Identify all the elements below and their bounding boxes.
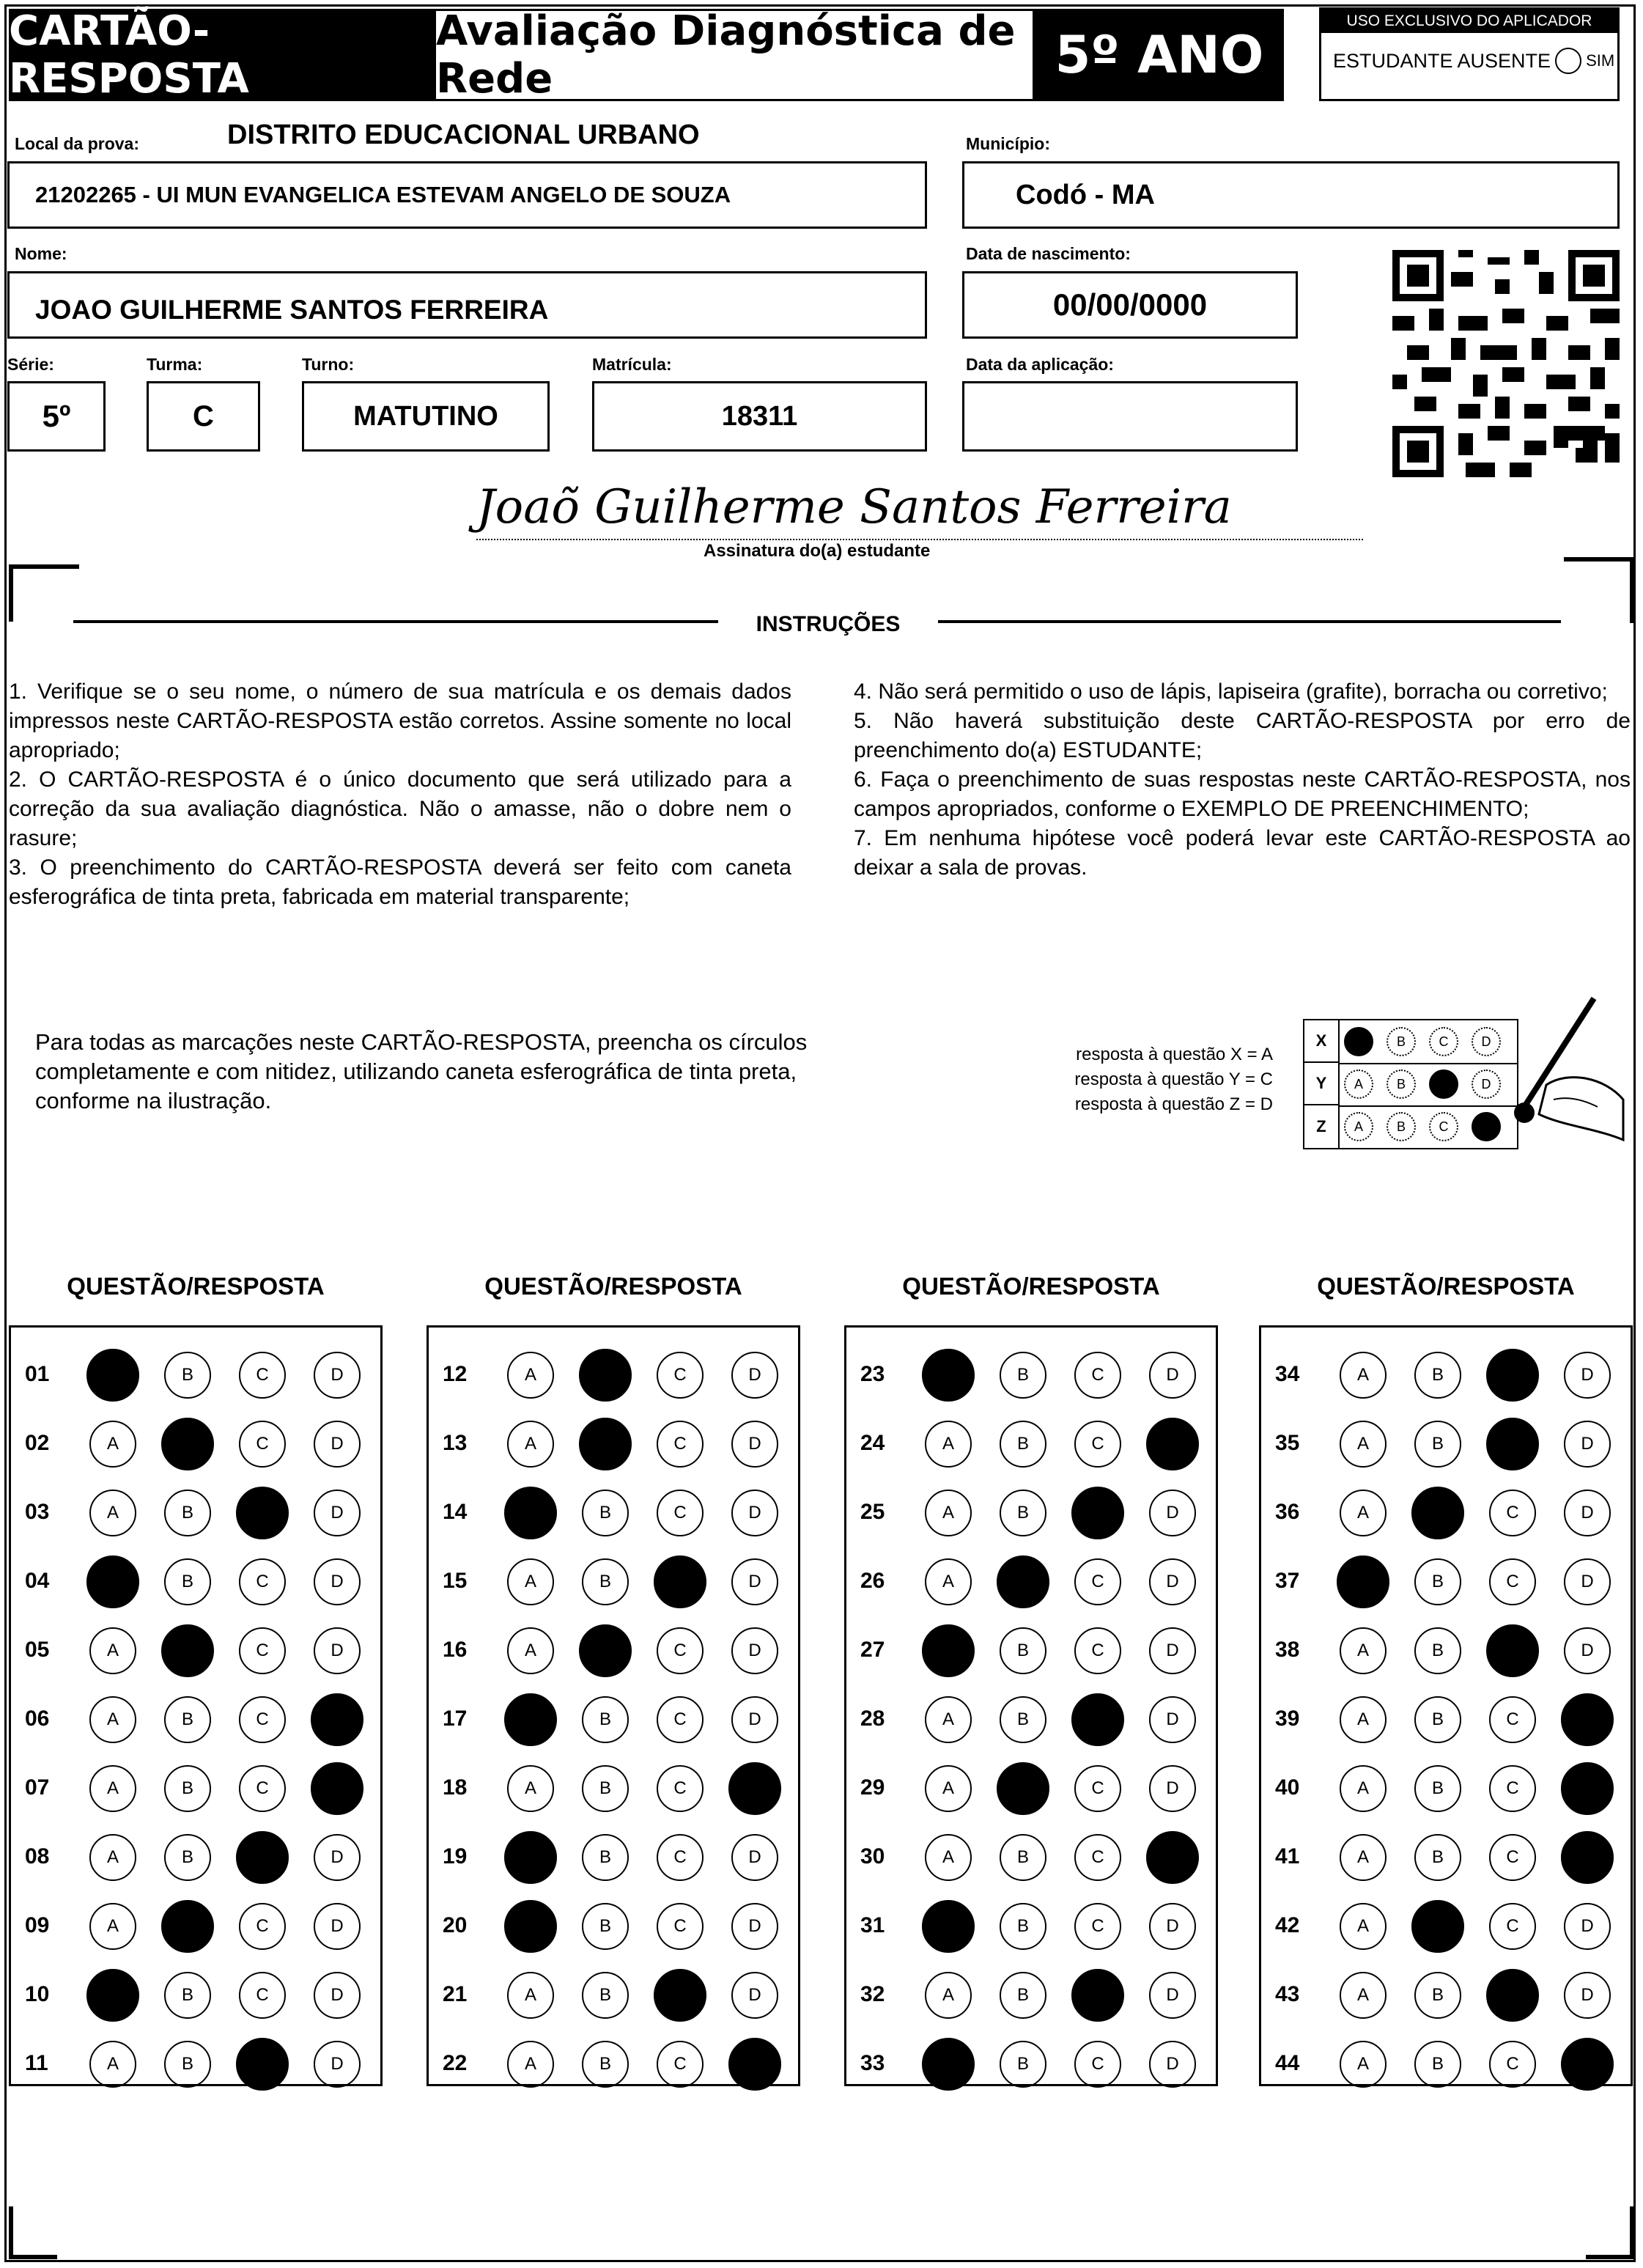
answer-bubble-a[interactable]: A [1340,1696,1387,1743]
answer-bubble-d[interactable]: D [731,1421,778,1468]
question-number: 33 [860,2051,885,2075]
answer-bubble-b[interactable]: B [164,1696,211,1743]
answer-bubble-a[interactable]: A [925,1834,972,1881]
question-number: 41 [1275,1844,1300,1868]
example-legend [1035,1042,1273,1117]
answer-bubble-d[interactable]: D [1149,1352,1196,1399]
answer-bubble-d[interactable] [311,1693,363,1746]
answer-bubble-c[interactable]: C [657,1490,704,1536]
answer-bubble-b[interactable]: B [582,1490,629,1536]
grade-badge: 5º ANO [1035,9,1284,101]
question-number: 17 [443,1706,468,1731]
question-number: 43 [1275,1982,1300,2006]
answer-bubble-c[interactable]: C [657,1765,704,1812]
answer-bubble-c[interactable] [1486,1624,1539,1677]
question-number: 27 [860,1638,885,1662]
absent-checkbox[interactable] [1555,48,1581,74]
legend-z: resposta à questão Z = D [1074,1094,1273,1114]
answer-bubble-d[interactable]: D [1564,1352,1611,1399]
question-number: 26 [860,1569,885,1593]
question-number: 11 [25,2051,48,2075]
answer-bubble-b[interactable]: B [1000,1972,1046,2019]
nascimento-field: 00/00/0000 [962,271,1298,339]
answer-bubble-c[interactable]: C [657,1696,704,1743]
answer-bubble-b[interactable] [161,1900,214,1953]
answer-bubble-a[interactable]: A [1340,2041,1387,2088]
answer-bubble-c[interactable]: C [239,1421,286,1468]
answer-bubble-a[interactable]: A [89,1421,136,1468]
answer-bubble-c[interactable]: C [1074,1834,1121,1881]
local-label: Local da prova: [15,134,139,153]
question-number: 20 [443,1913,468,1937]
answer-bubble-c[interactable]: C [657,1352,704,1399]
answer-bubble-b[interactable]: B [582,1834,629,1881]
example-text: Para todas as marcações neste CARTÃO-RESPOSTA, preencha os círculos completamente e com nitidez, utilizando caneta esferográfica de tinta preta, conforme na ilustração. [35,1029,808,1113]
example-bubble-d: D [1472,1069,1501,1099]
answer-bubble-d[interactable]: D [731,1972,778,2019]
answer-bubble-d[interactable] [1561,2038,1614,2091]
answer-bubble-a[interactable] [504,1693,557,1746]
answer-bubble-b[interactable]: B [164,1972,211,2019]
answer-bubble-a[interactable] [504,1487,557,1539]
answer-bubble-c[interactable]: C [657,1421,704,1468]
example-bubble-a [1344,1027,1373,1056]
answer-bubble-c[interactable]: C [1074,2041,1121,2088]
answer-bubble-d[interactable] [1561,1693,1614,1746]
answer-bubble-c[interactable]: C [657,2041,704,2088]
exam-title: Avaliação Diagnóstica de Rede [434,9,1035,101]
signature-text: Joaõ Guilherme Santos Ferreira [476,480,1232,534]
answer-bubble-d[interactable]: D [1564,1627,1611,1674]
answer-bubble-b[interactable]: B [1414,1352,1461,1399]
answer-bubble-b[interactable]: B [1000,1903,1046,1950]
answer-bubble-a[interactable] [86,1555,139,1608]
answer-bubble-a[interactable]: A [925,1972,972,2019]
answer-bubble-b[interactable]: B [582,1765,629,1812]
question-number: 25 [860,1500,885,1524]
matricula-field: 18311 [592,381,927,452]
answer-bubble-b[interactable]: B [164,1352,211,1399]
answer-bubble-c[interactable]: C [657,1627,704,1674]
answer-bubble-a[interactable] [922,1624,975,1677]
answer-bubble-a[interactable]: A [1340,1490,1387,1536]
answer-bubble-d[interactable]: D [731,1352,778,1399]
question-number: 29 [860,1775,885,1800]
answer-bubble-a[interactable]: A [89,1834,136,1881]
answer-bubble-b[interactable]: B [582,1696,629,1743]
absent-row [1333,48,1614,74]
answer-bubble-c[interactable]: C [1074,1352,1121,1399]
instruction-3: 3. O preenchimento do CARTÃO-RESPOSTA deverá ser feito com caneta esferográfica de tinta preta, fabricada em material transparente; [9,855,791,909]
answer-bubble-d[interactable] [728,2038,781,2091]
answer-bubble-a[interactable]: A [925,1421,972,1468]
question-number: 42 [1275,1913,1300,1937]
answer-bubble-d[interactable]: D [314,1490,361,1536]
answer-bubble-b[interactable]: B [1414,1696,1461,1743]
answer-bubble-b[interactable]: B [582,1558,629,1605]
question-number: 01 [25,1362,50,1386]
nome-field: JOAO GUILHERME SANTOS FERREIRA [7,271,927,339]
example-bubble-d: D [1472,1027,1501,1056]
answer-bubble-a[interactable]: A [1340,1421,1387,1468]
example-row-divider [1340,1105,1517,1107]
example-row-divider [1340,1063,1517,1064]
corner-bottom-left [9,2206,57,2259]
question-number: 13 [443,1431,468,1455]
example-bubble-c: C [1429,1112,1458,1141]
example-bubble-c [1429,1069,1458,1099]
instr-rule-right [938,620,1561,623]
answer-bubble-b[interactable]: B [1414,1421,1461,1468]
answer-bubble-c[interactable] [1071,1969,1124,2022]
answer-bubble-b[interactable]: B [1414,1627,1461,1674]
question-number: 09 [25,1913,50,1937]
answer-bubble-c[interactable]: C [239,1627,286,1674]
instruction-4: 4. Não será permitido o uso de lápis, lapiseira (grafite), borracha ou corretivo; [854,680,1608,704]
corner-top-right [1564,557,1634,623]
corner-bottom-right [1586,2206,1634,2259]
answer-bubble-b[interactable]: B [164,2041,211,2088]
answer-bubble-d[interactable]: D [1564,1421,1611,1468]
example-grid [1303,1019,1518,1149]
answer-bubble-c[interactable]: C [239,1352,286,1399]
answer-bubble-d[interactable]: D [314,1627,361,1674]
question-number: 36 [1275,1500,1300,1524]
example-bubble-a: A [1344,1069,1373,1099]
answer-bubble-d[interactable] [1146,1831,1199,1884]
answer-bubble-b[interactable] [161,1418,214,1470]
answer-bubble-c[interactable]: C [239,1972,286,2019]
answer-bubble-b[interactable]: B [1000,1352,1046,1399]
answer-bubble-d[interactable] [1561,1831,1614,1884]
answer-bubble-b[interactable]: B [1000,2041,1046,2088]
question-number: 10 [25,1982,50,2006]
answer-bubble-a[interactable] [504,1900,557,1953]
answer-bubble-c[interactable]: C [239,1696,286,1743]
column-title: QUESTÃO/RESPOSTA [484,1273,742,1300]
column-title: QUESTÃO/RESPOSTA [1317,1273,1575,1300]
example-row-label: Z [1304,1105,1340,1148]
answer-bubble-a[interactable]: A [1340,1903,1387,1950]
example-bubble-b: B [1387,1069,1416,1099]
answer-bubble-a[interactable]: A [925,1765,972,1812]
instructions-right [854,677,1631,883]
answer-bubble-a[interactable]: A [89,1696,136,1743]
answer-bubble-a[interactable] [86,1349,139,1402]
answer-bubble-d[interactable]: D [731,1627,778,1674]
answer-bubble-d[interactable]: D [314,1421,361,1468]
instructions-left [9,677,791,912]
answer-bubble-b[interactable] [1411,1900,1464,1953]
question-number: 08 [25,1844,50,1868]
nascimento-label: Data de nascimento: [966,244,1131,263]
answer-bubble-a[interactable]: A [507,1352,554,1399]
example-bubble-b: B [1387,1027,1416,1056]
applicator-title: USO EXCLUSIVO DO APLICADOR [1321,10,1617,33]
answer-bubble-a[interactable] [922,2038,975,2091]
answer-bubble-c[interactable] [1071,1487,1124,1539]
answer-bubble-d[interactable]: D [1149,1696,1196,1743]
answer-bubble-d[interactable]: D [314,1834,361,1881]
answer-bubble-d[interactable]: D [1149,1903,1196,1950]
question-number: 34 [1275,1362,1300,1386]
answer-bubble-c[interactable]: C [1489,1490,1536,1536]
answer-bubble-a[interactable]: A [925,1490,972,1536]
turno-field: MATUTINO [302,381,550,452]
aplicacao-field [962,381,1298,452]
signature-caption: Assinatura do(a) estudante [704,541,931,561]
answer-bubble-a[interactable]: A [507,1627,554,1674]
column-title: QUESTÃO/RESPOSTA [902,1273,1160,1300]
answer-bubble-c[interactable]: C [239,1765,286,1812]
answer-bubble-a[interactable]: A [1340,1765,1387,1812]
answer-bubble-c[interactable]: C [1489,1903,1536,1950]
question-number: 22 [443,2051,468,2075]
answer-bubble-c[interactable]: C [657,1834,704,1881]
corner-top-left [9,564,79,622]
question-number: 06 [25,1706,50,1731]
question-number: 30 [860,1844,885,1868]
column-title: QUESTÃO/RESPOSTA [67,1273,325,1300]
question-number: 32 [860,1982,885,2006]
answer-bubble-b[interactable]: B [582,1972,629,2019]
signature [476,480,1363,539]
answer-bubble-c[interactable]: C [657,1903,704,1950]
answer-bubble-c[interactable]: C [1489,1765,1536,1812]
answer-bubble-d[interactable]: D [314,1558,361,1605]
instruction-5: 5. Não haverá substituição deste CARTÃO-RESPOSTA por erro de preenchimento do(a) ESTUDANTE; [854,709,1631,762]
answer-bubble-d[interactable]: D [314,1903,361,1950]
answer-bubble-d[interactable]: D [1149,1627,1196,1674]
question-number: 18 [443,1775,468,1800]
example-row-label: X [1304,1020,1340,1063]
answer-bubble-a[interactable] [504,1831,557,1884]
absent-label: ESTUDANTE AUSENTE [1333,49,1551,72]
serie-field: 5º [7,381,106,452]
question-number: 24 [860,1431,885,1455]
example-row-label: Y [1304,1063,1340,1105]
nome-label: Nome: [15,244,67,263]
answer-bubble-b[interactable]: B [164,1765,211,1812]
school-field: 21202265 - UI MUN EVANGELICA ESTEVAM ANGELO DE SOUZA [7,161,927,229]
question-number: 35 [1275,1431,1300,1455]
question-number: 37 [1275,1569,1300,1593]
question-number: 39 [1275,1706,1300,1731]
answer-bubble-a[interactable] [86,1969,139,2022]
answer-bubble-d[interactable]: D [314,2041,361,2088]
answer-bubble-c[interactable] [1071,1693,1124,1746]
answer-bubble-b[interactable]: B [1000,1627,1046,1674]
turno-label: Turno: [302,355,355,374]
answer-bubble-c[interactable]: C [239,1558,286,1605]
answer-bubble-b[interactable]: B [1000,1696,1046,1743]
answer-bubble-d[interactable]: D [314,1972,361,2019]
answer-bubble-d[interactable]: D [731,1696,778,1743]
question-number: 31 [860,1913,885,1937]
answer-bubble-b[interactable] [579,1418,632,1470]
answer-bubble-b[interactable] [997,1555,1049,1608]
answer-bubble-d[interactable]: D [731,1834,778,1881]
answer-bubble-d[interactable]: D [1149,1558,1196,1605]
absent-yes: SIM [1586,51,1615,70]
answer-bubble-b[interactable]: B [1414,1834,1461,1881]
question-number: 23 [860,1362,885,1386]
answer-bubble-a[interactable] [922,1900,975,1953]
answer-bubble-d[interactable]: D [1149,1765,1196,1812]
question-number: 14 [443,1500,468,1524]
answer-bubble-c[interactable]: C [1074,1627,1121,1674]
qr-code [1392,249,1620,478]
turma-field: C [147,381,260,452]
answer-bubble-c[interactable]: C [1074,1903,1121,1950]
question-number: 02 [25,1431,50,1455]
answer-bubble-b[interactable]: B [1414,1765,1461,1812]
instr-rule-left [73,620,718,623]
legend-x: resposta à questão X = A [1076,1045,1273,1064]
instruction-7: 7. Em nenhuma hipótese você poderá levar este CARTÃO-RESPOSTA ao deixar a sala de provas. [854,826,1631,880]
answer-bubble-b[interactable]: B [1000,1421,1046,1468]
answer-bubble-c[interactable] [236,1487,289,1539]
answer-bubble-d[interactable]: D [1149,1490,1196,1536]
example-bubble-a: A [1344,1112,1373,1141]
answer-bubble-b[interactable]: B [1000,1834,1046,1881]
question-number: 04 [25,1569,50,1593]
answer-bubble-a[interactable]: A [507,2041,554,2088]
answer-bubble-b[interactable] [579,1349,632,1402]
question-number: 16 [443,1638,468,1662]
instruction-1: 1. Verifique se o seu nome, o número de sua matrícula e os demais dados impressos neste CARTÃO-RESPOSTA estão corretos. Assine somente no local apropriado; [9,680,791,762]
answer-bubble-d[interactable]: D [1564,1558,1611,1605]
question-number: 44 [1275,2051,1300,2075]
question-number: 03 [25,1500,50,1524]
answer-bubble-a[interactable]: A [89,1903,136,1950]
answer-bubble-d[interactable]: D [731,1558,778,1605]
matricula-label: Matrícula: [592,355,672,374]
answer-bubble-b[interactable]: B [582,1903,629,1950]
question-number: 12 [443,1362,468,1386]
answer-bubble-c[interactable] [654,1969,706,2022]
answer-bubble-c[interactable]: C [1489,1696,1536,1743]
answer-bubble-d[interactable]: D [1564,1490,1611,1536]
legend-y: resposta à questão Y = C [1074,1069,1273,1089]
answer-bubble-b[interactable] [161,1624,214,1677]
answer-bubble-d[interactable] [728,1762,781,1815]
question-number: 40 [1275,1775,1300,1800]
answer-bubble-a[interactable]: A [89,2041,136,2088]
answer-bubble-c[interactable]: C [1074,1765,1121,1812]
answer-bubble-b[interactable]: B [1414,1558,1461,1605]
question-number: 28 [860,1706,885,1731]
answer-bubble-a[interactable]: A [1340,1627,1387,1674]
answer-bubble-c[interactable] [1486,1349,1539,1402]
answer-bubble-c[interactable] [1486,1418,1539,1470]
answer-bubble-c[interactable]: C [1489,1834,1536,1881]
question-number: 38 [1275,1638,1300,1662]
answer-bubble-a[interactable] [922,1349,975,1402]
question-number: 21 [443,1982,468,2006]
answer-bubble-b[interactable]: B [1000,1490,1046,1536]
answer-bubble-d[interactable]: D [1149,2041,1196,2088]
answer-bubble-a[interactable]: A [507,1421,554,1468]
answer-bubble-a[interactable]: A [925,1696,972,1743]
answer-bubble-a[interactable]: A [507,1558,554,1605]
answer-bubble-b[interactable]: B [164,1490,211,1536]
answer-bubble-a[interactable]: A [507,1972,554,2019]
question-number: 07 [25,1775,50,1800]
turma-label: Turma: [147,355,203,374]
pen-hand-icon [1495,997,1627,1144]
serie-label: Série: [7,355,54,374]
answer-bubble-a[interactable] [1337,1555,1389,1608]
answer-bubble-a[interactable]: A [1340,1352,1387,1399]
signature-line [476,539,1363,540]
answer-bubble-d[interactable]: D [731,1903,778,1950]
question-number: 15 [443,1569,468,1593]
question-number: 05 [25,1638,50,1662]
answer-bubble-a[interactable]: A [925,1558,972,1605]
answer-bubble-b[interactable] [579,1624,632,1677]
answer-bubble-d[interactable]: D [731,1490,778,1536]
example-bubble-b: B [1387,1112,1416,1141]
answer-bubble-d[interactable] [1146,1418,1199,1470]
answer-bubble-a[interactable]: A [1340,1834,1387,1881]
instructions-title: INSTRUÇÕES [756,612,901,636]
answer-bubble-d[interactable]: D [1149,1972,1196,2019]
answer-bubble-b[interactable] [1411,1487,1464,1539]
instruction-6: 6. Faça o preenchimento de suas respostas neste CARTÃO-RESPOSTA, nos campos apropriados, conforme o EXEMPLO DE PREENCHIMENTO; [854,767,1631,821]
answer-bubble-a[interactable]: A [89,1490,136,1536]
municipio-label: Município: [966,134,1050,153]
card-title: CARTÃO-RESPOSTA [9,9,434,101]
answer-bubble-a[interactable]: A [507,1765,554,1812]
answer-bubble-c[interactable] [654,1555,706,1608]
answer-bubble-c[interactable] [1486,1969,1539,2022]
answer-bubble-b[interactable] [997,1762,1049,1815]
answer-bubble-b[interactable]: B [582,2041,629,2088]
answer-bubble-d[interactable]: D [1564,1972,1611,2019]
answer-bubble-a[interactable]: A [1340,1972,1387,2019]
answer-bubble-d[interactable]: D [1564,1903,1611,1950]
answer-bubble-c[interactable]: C [1489,1558,1536,1605]
answer-bubble-c[interactable]: C [239,1903,286,1950]
applicator-box [1319,7,1620,101]
answer-bubble-d[interactable] [311,1762,363,1815]
answer-bubble-b[interactable]: B [164,1834,211,1881]
answer-bubble-d[interactable]: D [314,1352,361,1399]
answer-bubble-a[interactable]: A [89,1627,136,1674]
answer-bubble-c[interactable] [236,1831,289,1884]
instruction-2: 2. O CARTÃO-RESPOSTA é o único documento que será utilizado para a correção da sua avaliação diagnóstica. Não o amasse, não o dobre nem o rasure; [9,767,791,850]
answer-bubble-c[interactable]: C [1074,1421,1121,1468]
example-bubble-c: C [1429,1027,1458,1056]
answer-bubble-c[interactable] [236,2038,289,2091]
answer-bubble-c[interactable]: C [1074,1558,1121,1605]
answer-bubble-b[interactable]: B [164,1558,211,1605]
question-number: 19 [443,1844,468,1868]
answer-bubble-b[interactable]: B [1414,1972,1461,2019]
aplicacao-label: Data da aplicação: [966,355,1114,374]
district-name: DISTRITO EDUCACIONAL URBANO [227,119,700,150]
municipio-field: Codó - MA [962,161,1620,229]
answer-bubble-b[interactable]: B [1414,2041,1461,2088]
answer-bubble-c[interactable]: C [1489,2041,1536,2088]
answer-bubble-a[interactable]: A [89,1765,136,1812]
answer-bubble-d[interactable] [1561,1762,1614,1815]
